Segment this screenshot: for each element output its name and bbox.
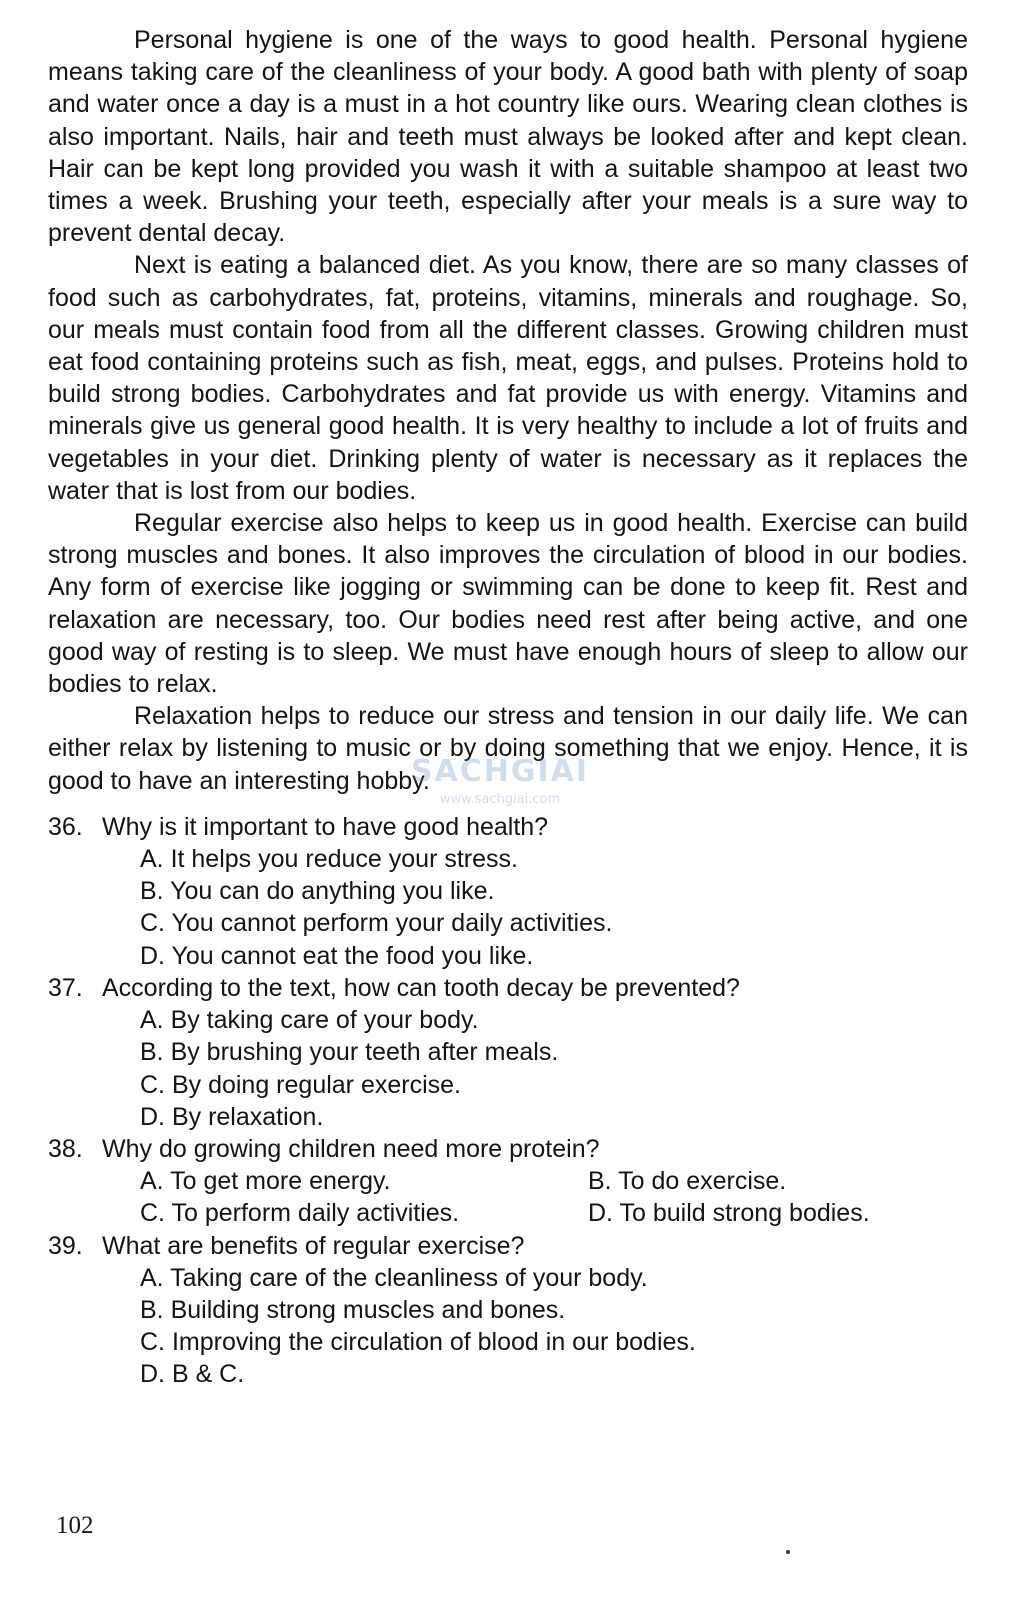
question-number: 39. <box>48 1231 83 1260</box>
question-stem <box>48 972 968 1004</box>
watermark-url: www.sachgiai.com <box>439 792 561 807</box>
option-d: D. B & C. <box>140 1360 245 1389</box>
question-number: 38. <box>48 1134 83 1163</box>
option-c: C. To perform daily activities. <box>140 1199 460 1228</box>
option-b: B. By brushing your teeth after meals. <box>140 1038 559 1067</box>
option-d: D. To build strong bodies. <box>588 1199 870 1228</box>
passage-paragraph-4: Relaxation helps to reduce our stress and tension in our daily life. We can either relax by listening to music or by doing something that we enjoy. Hence, it is good to have an interesting hobby. <box>48 702 968 795</box>
question-stem <box>48 1133 968 1165</box>
question-stem <box>48 811 968 843</box>
question-text: According to the text, how can tooth decay be prevented? <box>102 973 740 1002</box>
passage-paragraph-1: Personal hygiene is one of the ways to good health. Personal hygiene means taking care of the cleanliness of your body. A good bath with plenty of soap and water once a day is a must in a hot country like ours. Wearing clean clothes is also important. Nails, hair and teeth must always be looked after and kept clean. Hair can be kept long provided you wash it with a suitable shampoo at least two times a week. Brushing your teeth, especially after your meals is a sure way to prevent dental decay. <box>48 26 968 248</box>
question-text: Why do growing children need more protein? <box>102 1134 600 1163</box>
question-stem <box>48 1230 968 1262</box>
option-d: D. By relaxation. <box>140 1102 324 1131</box>
question-39 <box>48 1230 968 1391</box>
option-c: C. Improving the circulation of blood in our bodies. <box>140 1328 696 1357</box>
option-a: A. Taking care of the cleanliness of your body. <box>140 1263 648 1292</box>
question-number: 37. <box>48 973 83 1002</box>
question-36 <box>48 811 968 972</box>
question-37 <box>48 972 968 1133</box>
question-text: What are benefits of regular exercise? <box>102 1231 525 1260</box>
question-list <box>48 811 968 1391</box>
option-a: A. By taking care of your body. <box>140 1006 479 1035</box>
option-a: A. To get more energy. <box>140 1167 391 1196</box>
option-c: C. By doing regular exercise. <box>140 1070 461 1099</box>
option-grid <box>48 1165 968 1229</box>
option-d: D. You cannot eat the food you like. <box>140 941 534 970</box>
passage-paragraph-3: Regular exercise also helps to keep us in good health. Exercise can build strong muscles and bones. It also improves the circulation of blood in our bodies. Any form of exercise like jogging or swimming can be done to keep fit. Rest and relaxation are necessary, too. Our bodies need rest after being active, and one good way of resting is to sleep. We must have enough hours of sleep to allow our bodies to relax. <box>48 509 968 699</box>
question-text: Why is it important to have good health? <box>102 812 549 841</box>
option-b: B. Building strong muscles and bones. <box>140 1295 566 1324</box>
passage-paragraph-2: Next is eating a balanced diet. As you know, there are so many classes of food such as carbohydrates, fat, proteins, vitamins, minerals and roughage. So, our meals must contain food from all the different classes. Growing children must eat food containing proteins such as fish, meat, eggs, and pulses. Proteins hold to build strong bodies. Carbohydrates and fat provide us with energy. Vitamins and minerals give us general good health. It is very healthy to include a lot of fruits and vegetables in your diet. Drinking plenty of water is necessary as it replaces the water that is lost from our bodies. <box>48 251 968 505</box>
question-number: 36. <box>48 812 83 841</box>
option-c: C. You cannot perform your daily activities. <box>140 909 613 938</box>
option-b: B. To do exercise. <box>588 1167 787 1196</box>
option-b: B. You can do anything you like. <box>140 877 495 906</box>
watermark-brand: SACHGIAI <box>410 754 590 789</box>
page-content <box>48 24 968 1391</box>
option-a: A. It helps you reduce your stress. <box>140 845 518 874</box>
scan-speck <box>786 1550 790 1554</box>
question-38 <box>48 1133 968 1230</box>
page-number: 102 <box>56 1512 94 1539</box>
